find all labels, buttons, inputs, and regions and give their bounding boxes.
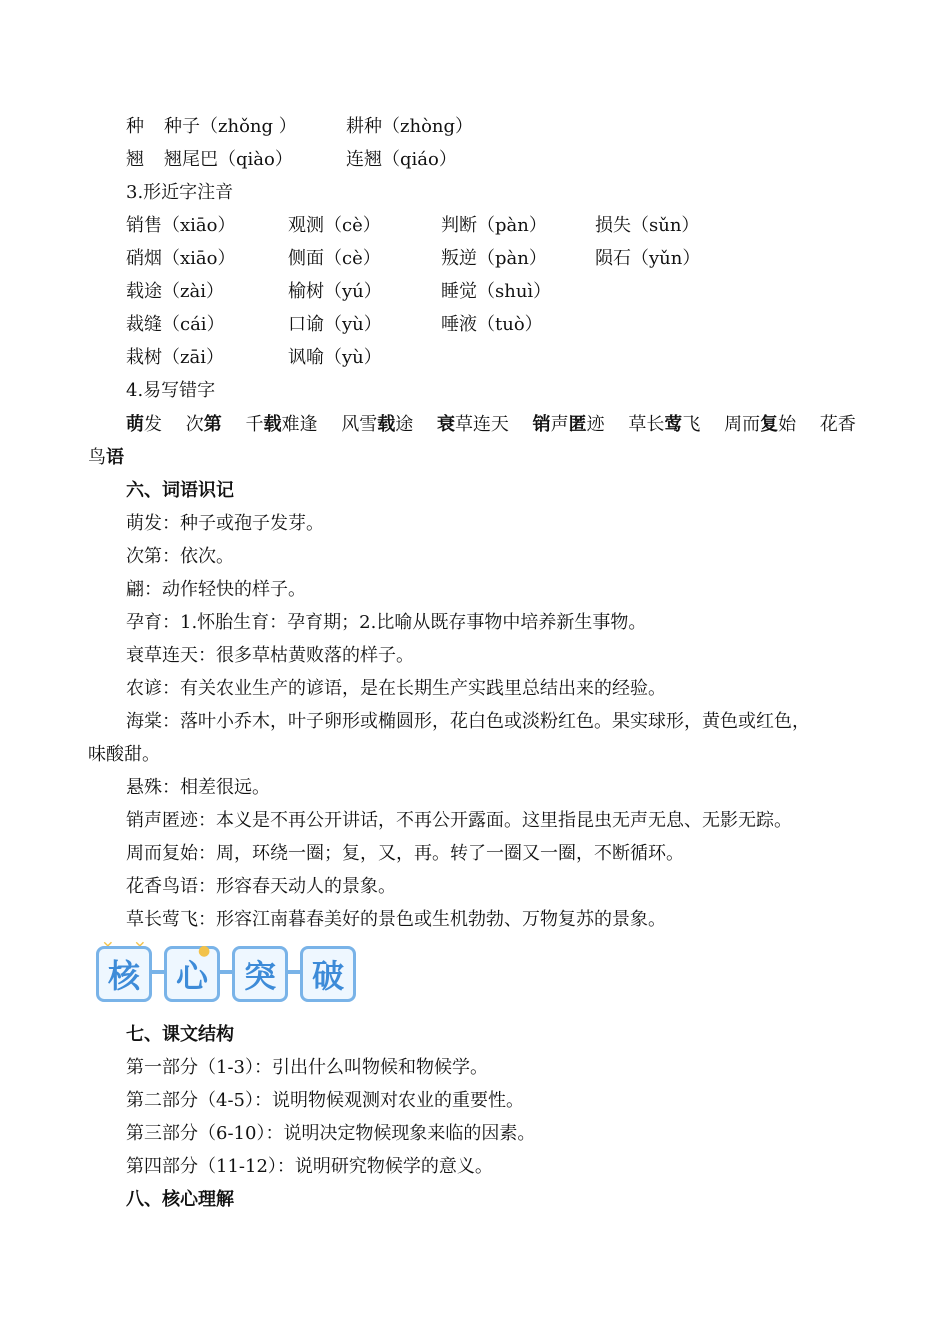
banner-tile: 破: [300, 946, 356, 1002]
typo-text: 迹: [586, 414, 605, 435]
grid-cell: 判断（pàn）: [441, 215, 547, 236]
subsection-title: 3.形近字注音: [126, 182, 234, 203]
banner-tile: 突: [232, 946, 288, 1002]
vocab-entry: 翩：动作轻快的样子。: [126, 579, 306, 600]
vocab-entry: 悬殊：相差很远。: [126, 777, 270, 798]
typo-bold: 萌: [126, 414, 144, 435]
grid-cell: 榆树（yú）: [288, 281, 382, 302]
vocab-entry: 萌发：种子或孢子发芽。: [126, 513, 324, 534]
vocab-entry: 孕育：1.怀胎生育：孕育期；2.比喻从既存事物中培养新生事物。: [126, 612, 647, 633]
grid-cell: 讽喻（yù）: [288, 347, 382, 368]
grid-cell: 裁缝（cái）: [126, 314, 225, 335]
structure-item: 第二部分（4-5）：说明物候观测对农业的重要性。: [126, 1090, 524, 1111]
section-title: 八、核心理解: [126, 1189, 234, 1210]
subsection-title: 4.易写错字: [126, 380, 216, 401]
vocab-entry: 海棠：落叶小乔木，叶子卵形或椭圆形，花白色或淡粉红色。果实球形，黄色或红色，: [126, 711, 810, 732]
polyphone-char: 种: [126, 116, 144, 137]
structure-item: 第一部分（1-3）：引出什么叫物候和物候学。: [126, 1057, 488, 1078]
typo-text: 鸟: [88, 447, 106, 468]
vocab-entry: 次第：依次。: [126, 546, 234, 567]
typo-text: 难逢: [281, 414, 318, 435]
typo-words-line: [126, 413, 856, 437]
typo-bold: 载: [263, 414, 282, 435]
grid-cell: 陨石（yǔn）: [595, 248, 701, 269]
typo-text: 草长: [628, 414, 665, 435]
section-title: 七、课文结构: [126, 1024, 234, 1045]
vocab-entry: 周而复始：周，环绕一圈；复，又，再。转了一圈又一圈，不断循环。: [126, 843, 684, 864]
typo-bold: 销: [532, 414, 551, 435]
typo-bold: 衰: [436, 414, 455, 435]
vocab-entry: 农谚：有关农业生产的谚语，是在长期生产实践里总结出来的经验。: [126, 678, 666, 699]
typo-text: 途: [395, 414, 414, 435]
grid-cell: 叛逆（pàn）: [441, 248, 547, 269]
typo-bold: 匿: [568, 414, 587, 435]
typo-text: 次: [185, 414, 204, 435]
grid-cell: 口谕（yù）: [288, 314, 382, 335]
polyphone-reading: 翘尾巴（qiào）: [164, 149, 293, 170]
structure-item: 第四部分（11-12）：说明研究物候学的意义。: [126, 1156, 493, 1177]
typo-text: 始: [778, 414, 797, 435]
typo-bold: 复: [760, 414, 779, 435]
polyphone-reading: 耕种（zhòng）: [346, 116, 474, 137]
grid-cell: 载途（zài）: [126, 281, 224, 302]
vocab-entry-wrap: 味酸甜。: [88, 744, 160, 765]
polyphone-reading: 连翘（qiáo）: [346, 149, 457, 170]
typo-text: 千: [245, 414, 264, 435]
typo-text: 飞: [682, 414, 701, 435]
grid-cell: 唾液（tuò）: [441, 314, 543, 335]
vocab-entry: 花香鸟语：形容春天动人的景象。: [126, 876, 396, 897]
structure-item: 第三部分（6-10）：说明决定物候现象来临的因素。: [126, 1123, 536, 1144]
dot-icon: ●: [198, 943, 211, 959]
core-breakthrough-banner: [92, 940, 362, 1010]
vocab-entry: 草长莺飞：形容江南暮春美好的景色或生机勃勃、万物复苏的景象。: [126, 909, 666, 930]
section-title: 六、词语识记: [126, 480, 234, 501]
typo-text: 声: [550, 414, 569, 435]
polyphone-char: 翘: [126, 149, 144, 170]
typo-words-wrap: [88, 446, 124, 470]
typo-bold: 语: [106, 447, 124, 468]
typo-text: 发: [144, 414, 162, 435]
banner-tile: 核: [96, 946, 152, 1002]
typo-text: 周而: [724, 414, 761, 435]
grid-cell: 销售（xiāo）: [126, 215, 236, 236]
grid-cell: 栽树（zāi）: [126, 347, 224, 368]
typo-bold: 第: [203, 414, 222, 435]
typo-text: 花香: [819, 414, 856, 435]
polyphone-reading: 种子（zhǒng ）: [164, 116, 297, 137]
vocab-entry: 衰草连天：很多草枯黄败落的样子。: [126, 645, 414, 666]
grid-cell: 侧面（cè）: [288, 248, 381, 269]
banner-tile: 心: [164, 946, 220, 1002]
grid-cell: 损失（sǔn）: [595, 215, 700, 236]
grid-cell: 硝烟（xiāo）: [126, 248, 236, 269]
typo-bold: 莺: [664, 414, 683, 435]
grid-cell: 睡觉（shuì）: [441, 281, 552, 302]
typo-bold: 载: [377, 414, 396, 435]
typo-text: 风雪: [341, 414, 378, 435]
vocab-entry: 销声匿迹：本义是不再公开讲话，不再公开露面。这里指昆虫无声无息、无影无踪。: [126, 810, 792, 831]
grid-cell: 观测（cè）: [288, 215, 381, 236]
typo-text: 草连天: [454, 414, 509, 435]
